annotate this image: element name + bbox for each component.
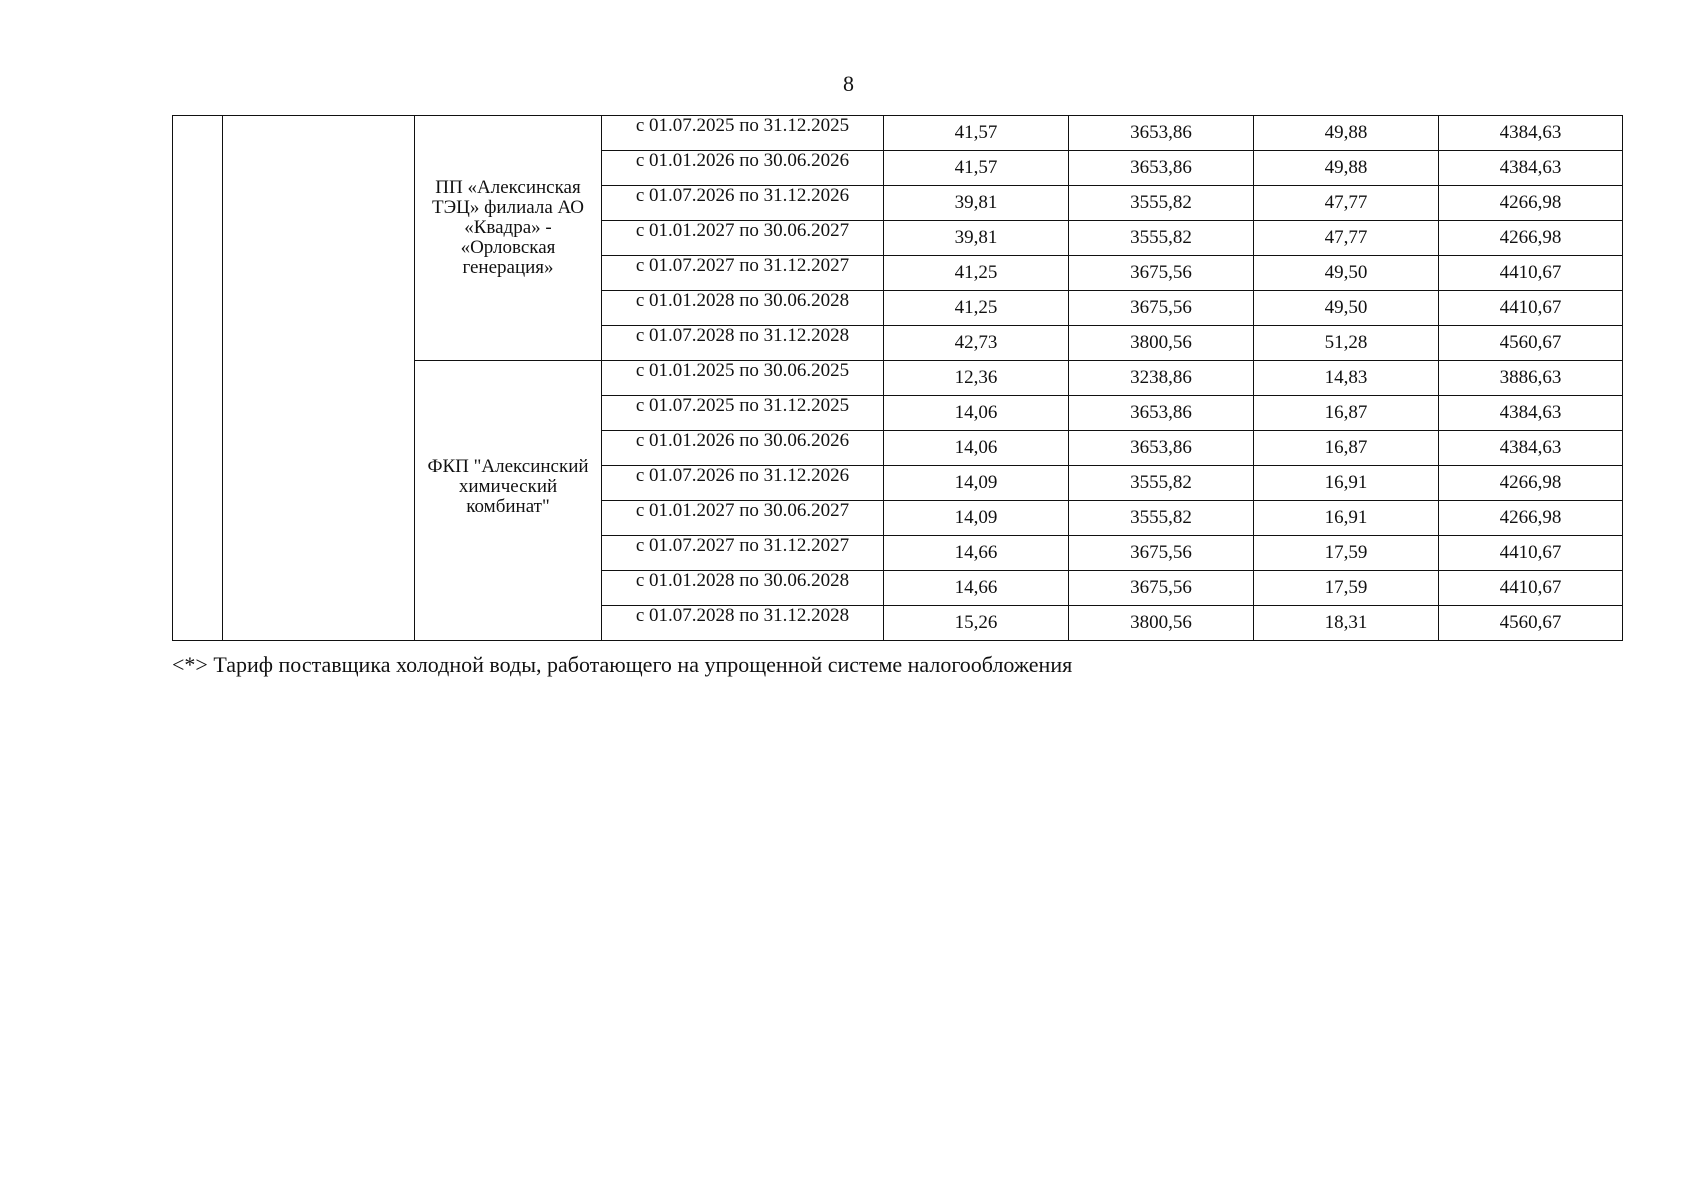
tariff-value-cell: 14,83 xyxy=(1254,361,1439,396)
footnote: <*> Тариф поставщика холодной воды, работающего на упрощенной системе налогообложения xyxy=(172,652,1073,677)
tariff-value-cell: 3653,86 xyxy=(1069,396,1254,431)
period-cell: с 01.07.2028 по 31.12.2028 xyxy=(602,326,884,361)
tariff-value-cell: 17,59 xyxy=(1254,536,1439,571)
page-number: 8 xyxy=(843,71,854,96)
tariff-value-cell: 4560,67 xyxy=(1439,606,1623,641)
tariff-value-cell: 3555,82 xyxy=(1069,501,1254,536)
tariff-value-cell: 14,06 xyxy=(884,396,1069,431)
tariff-table xyxy=(172,115,1623,641)
period-cell: с 01.01.2027 по 30.06.2027 xyxy=(602,501,884,536)
number-column-cell xyxy=(173,116,223,641)
tariff-value-cell: 4266,98 xyxy=(1439,221,1623,256)
tariff-value-cell: 4266,98 xyxy=(1439,501,1623,536)
period-cell: с 01.07.2027 по 31.12.2027 xyxy=(602,256,884,291)
tariff-value-cell: 47,77 xyxy=(1254,186,1439,221)
tariff-value-cell: 14,09 xyxy=(884,501,1069,536)
tariff-value-cell: 3800,56 xyxy=(1069,606,1254,641)
period-cell: с 01.01.2026 по 30.06.2026 xyxy=(602,151,884,186)
tariff-value-cell: 4266,98 xyxy=(1439,186,1623,221)
tariff-value-cell: 16,91 xyxy=(1254,501,1439,536)
table-row xyxy=(173,116,1623,151)
tariff-value-cell: 3653,86 xyxy=(1069,116,1254,151)
tariff-value-cell: 3653,86 xyxy=(1069,431,1254,466)
tariff-value-cell: 4384,63 xyxy=(1439,116,1623,151)
tariff-value-cell: 3555,82 xyxy=(1069,186,1254,221)
tariff-value-cell: 49,88 xyxy=(1254,151,1439,186)
tariff-value-cell: 3653,86 xyxy=(1069,151,1254,186)
period-cell: с 01.01.2025 по 30.06.2025 xyxy=(602,361,884,396)
tariff-value-cell: 49,88 xyxy=(1254,116,1439,151)
tariff-value-cell: 49,50 xyxy=(1254,291,1439,326)
tariff-value-cell: 4410,67 xyxy=(1439,536,1623,571)
tariff-value-cell: 3800,56 xyxy=(1069,326,1254,361)
tariff-value-cell: 3238,86 xyxy=(1069,361,1254,396)
tariff-value-cell: 17,59 xyxy=(1254,571,1439,606)
tariff-value-cell: 3555,82 xyxy=(1069,466,1254,501)
tariff-value-cell: 14,66 xyxy=(884,571,1069,606)
tariff-value-cell: 3555,82 xyxy=(1069,221,1254,256)
tariff-value-cell: 12,36 xyxy=(884,361,1069,396)
locality-column-cell xyxy=(223,116,415,641)
tariff-value-cell: 18,31 xyxy=(1254,606,1439,641)
organization-cell: ПП «Алексинская ТЭЦ» филиала АО «Квадра» - «Орловская генерация» xyxy=(415,116,602,361)
tariff-value-cell: 41,25 xyxy=(884,291,1069,326)
tariff-value-cell: 4410,67 xyxy=(1439,291,1623,326)
tariff-value-cell: 15,26 xyxy=(884,606,1069,641)
period-cell: с 01.01.2028 по 30.06.2028 xyxy=(602,571,884,606)
period-cell: с 01.07.2027 по 31.12.2027 xyxy=(602,536,884,571)
tariff-value-cell: 3675,56 xyxy=(1069,536,1254,571)
organization-cell: ФКП "Алексинский химический комбинат" xyxy=(415,361,602,641)
tariff-value-cell: 42,73 xyxy=(884,326,1069,361)
period-cell: с 01.01.2028 по 30.06.2028 xyxy=(602,291,884,326)
tariff-value-cell: 49,50 xyxy=(1254,256,1439,291)
period-cell: с 01.07.2025 по 31.12.2025 xyxy=(602,116,884,151)
tariff-value-cell: 39,81 xyxy=(884,221,1069,256)
tariff-value-cell: 4384,63 xyxy=(1439,151,1623,186)
tariff-value-cell: 4384,63 xyxy=(1439,396,1623,431)
period-cell: с 01.07.2025 по 31.12.2025 xyxy=(602,396,884,431)
tariff-value-cell: 4266,98 xyxy=(1439,466,1623,501)
tariff-value-cell: 3675,56 xyxy=(1069,571,1254,606)
period-cell: с 01.01.2026 по 30.06.2026 xyxy=(602,431,884,466)
tariff-value-cell: 47,77 xyxy=(1254,221,1439,256)
period-cell: с 01.07.2026 по 31.12.2026 xyxy=(602,186,884,221)
tariff-value-cell: 4384,63 xyxy=(1439,431,1623,466)
tariff-value-cell: 14,66 xyxy=(884,536,1069,571)
period-cell: с 01.07.2028 по 31.12.2028 xyxy=(602,606,884,641)
tariff-value-cell: 3886,63 xyxy=(1439,361,1623,396)
tariff-value-cell: 3675,56 xyxy=(1069,291,1254,326)
tariff-value-cell: 39,81 xyxy=(884,186,1069,221)
tariff-value-cell: 41,57 xyxy=(884,116,1069,151)
tariff-value-cell: 14,09 xyxy=(884,466,1069,501)
tariff-value-cell: 51,28 xyxy=(1254,326,1439,361)
tariff-value-cell: 14,06 xyxy=(884,431,1069,466)
tariff-value-cell: 16,87 xyxy=(1254,431,1439,466)
period-cell: с 01.07.2026 по 31.12.2026 xyxy=(602,466,884,501)
tariff-value-cell: 41,57 xyxy=(884,151,1069,186)
period-cell: с 01.01.2027 по 30.06.2027 xyxy=(602,221,884,256)
tariff-value-cell: 16,91 xyxy=(1254,466,1439,501)
tariff-value-cell: 16,87 xyxy=(1254,396,1439,431)
tariff-table-body xyxy=(173,116,1623,641)
tariff-value-cell: 41,25 xyxy=(884,256,1069,291)
tariff-value-cell: 4410,67 xyxy=(1439,571,1623,606)
tariff-value-cell: 4560,67 xyxy=(1439,326,1623,361)
tariff-value-cell: 4410,67 xyxy=(1439,256,1623,291)
tariff-value-cell: 3675,56 xyxy=(1069,256,1254,291)
